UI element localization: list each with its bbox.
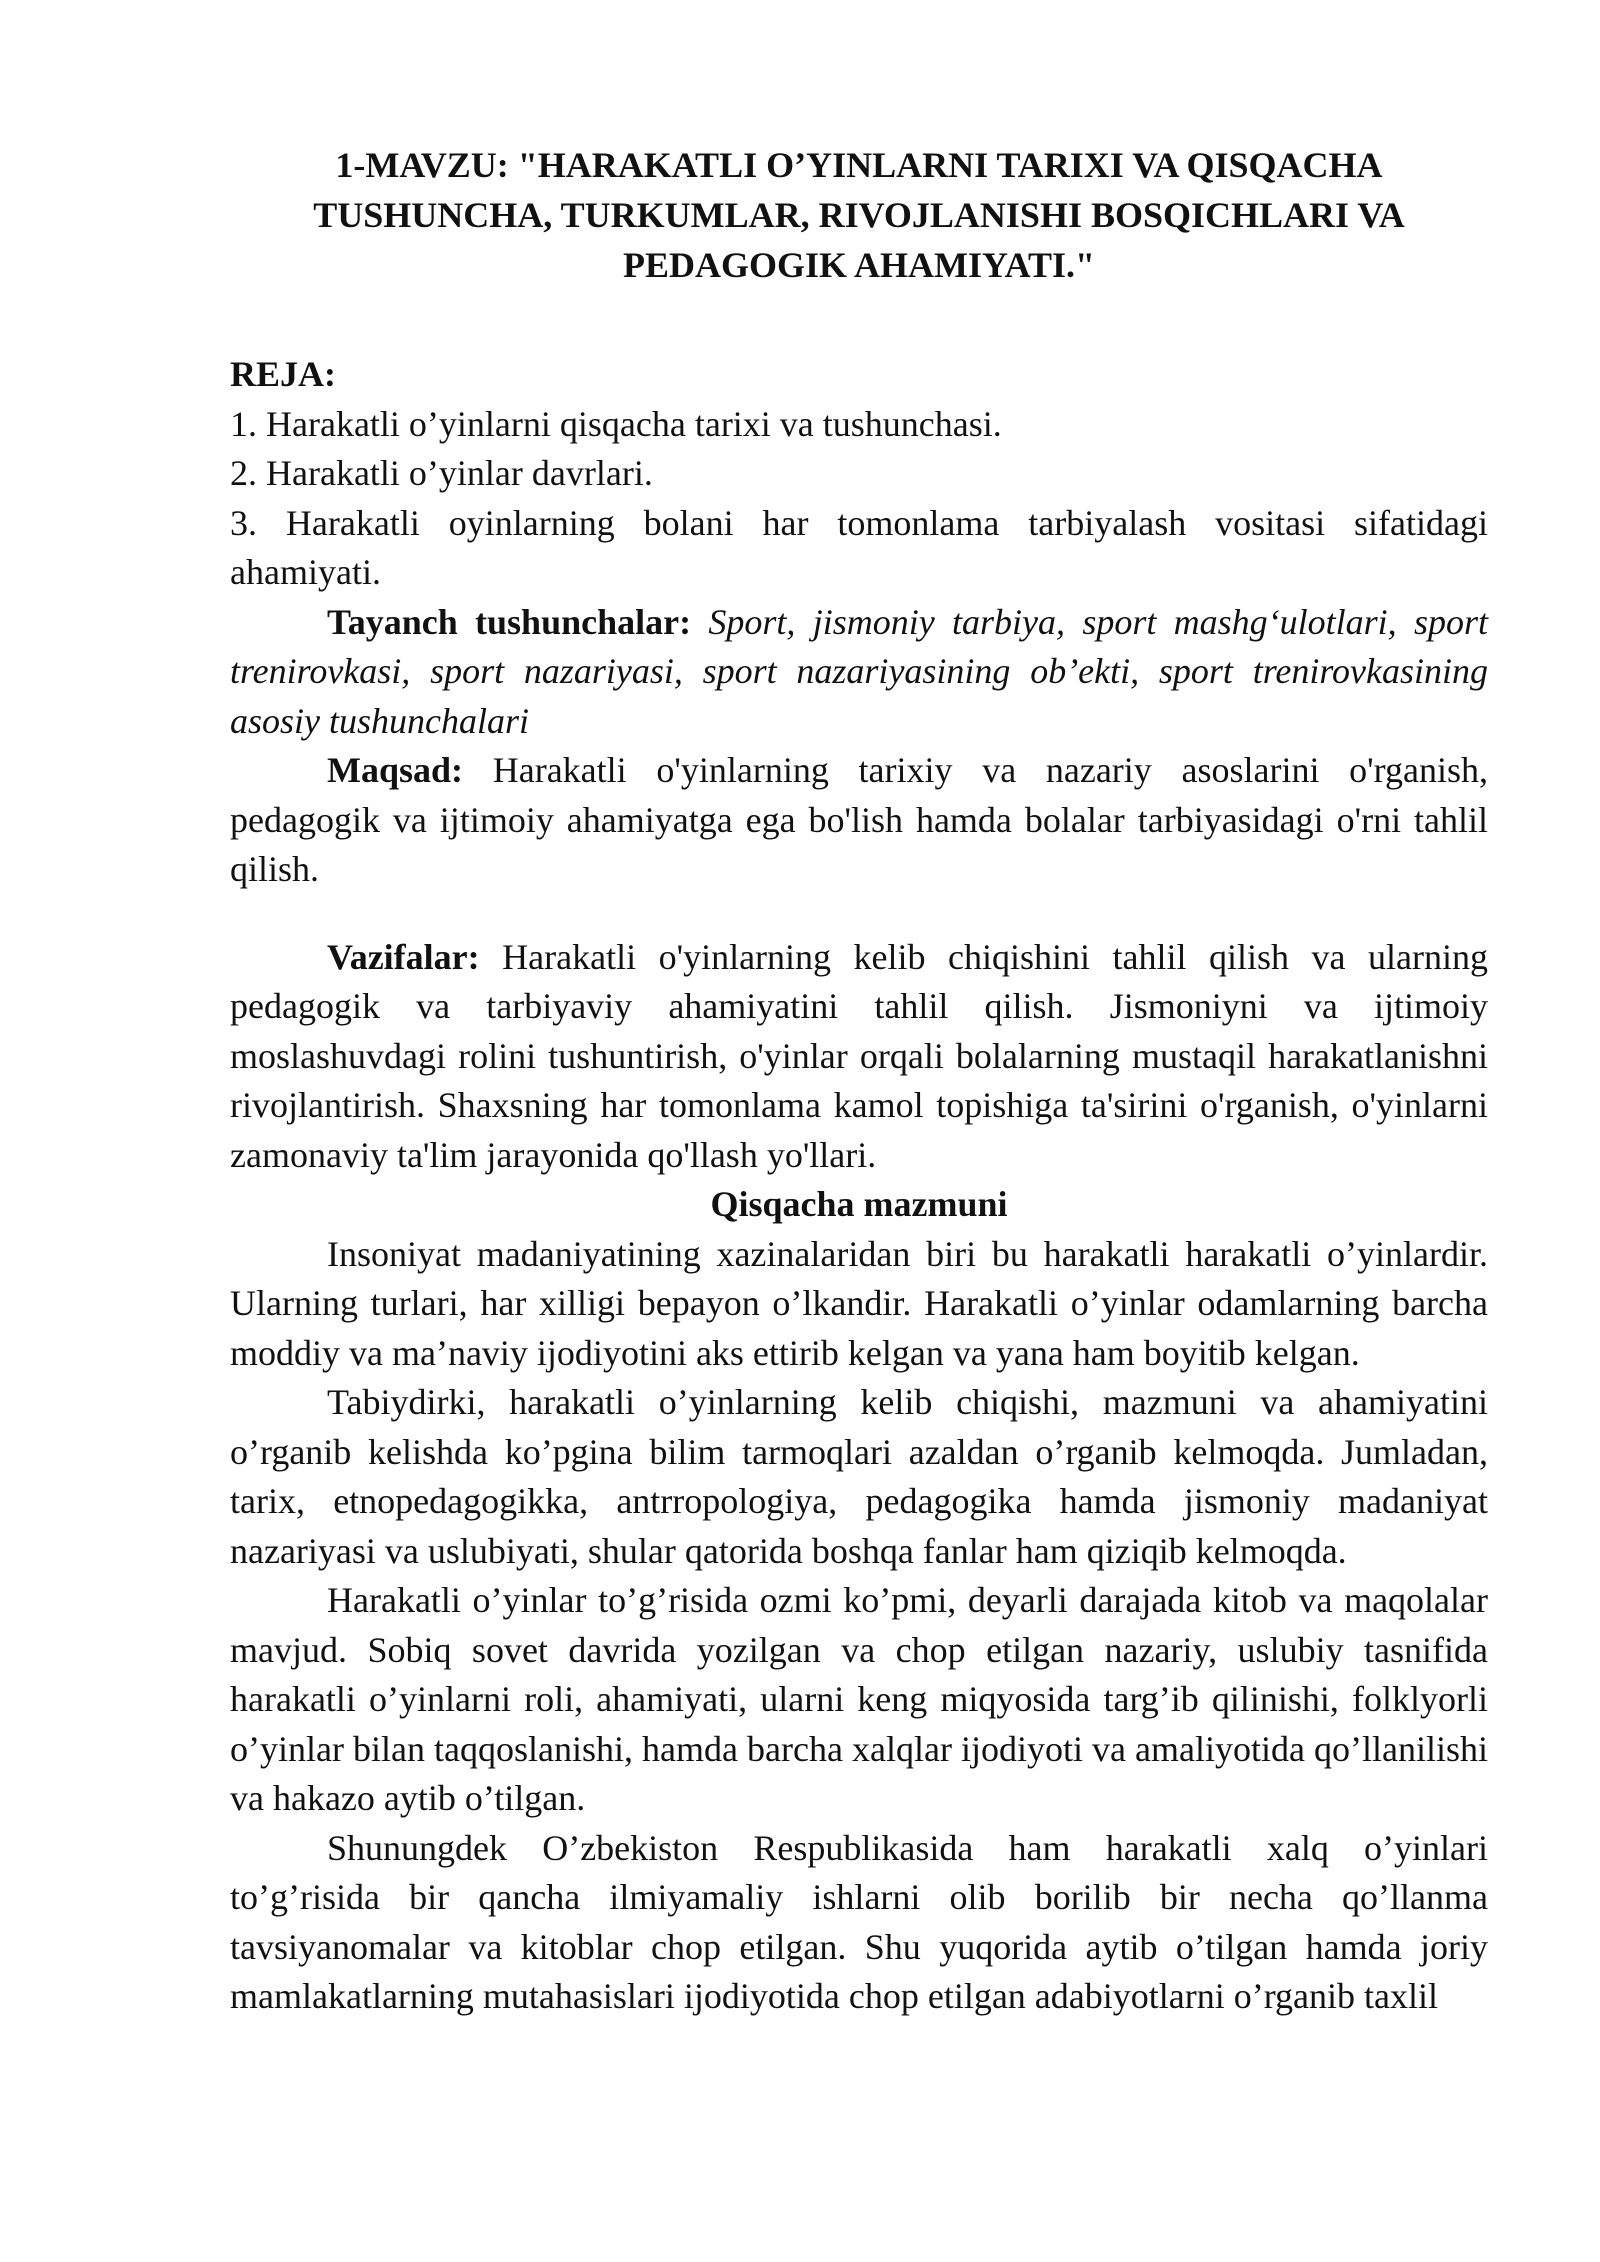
tasks-label: Vazifalar: (327, 936, 480, 977)
summary-paragraph-3: Harakatli o’yinlar to’g’risida ozmi ko’pmi, deyarli darajada kitob va maqolalar mavjud. Sobiq sovet davrida yozilgan va chop etilgan nazariy, uslubiy tasnifida harakatli o’yinlarni roli, ahamiyati, ularni keng miqyosida targ’ib qilinishi, folklyorli o’yinlar bilan taqqoslanishi, hamda barcha xalqlar ijodiyoti va amaliyotida qo’llanilishi va hakazo aytib o’tilgan. (230, 1580, 1488, 1818)
summary-paragraph-4: Shunungdek O’zbekiston Respublikasida ham harakatli xalq o’yinlari to’g’risida bir qancha ilmiyamaliy ishlarni olib borilib bir necha qo’llanma tavsiyanomalar va kitoblar chop etilgan. Shu yuqorida aytib o’tilgan hamda joriy mamlakatlarning mutahasislari ijodiyotida chop etilgan adabiyotlarni o’rganib taxlil (230, 1827, 1488, 2016)
key-concepts-label: Tayanch tushunchalar: (327, 601, 692, 642)
plan-item-3: 3. Harakatli oyinlarning bolani har tomonlama tarbiyalash vositasi sifatidagi ahamiyati. (230, 502, 1488, 592)
plan-item-2: 2. Harakatli o’yinlar davrlari. (230, 453, 653, 493)
goal-label: Maqsad: (327, 750, 464, 790)
plan-item-1: 1. Harakatli o’yinlarni qisqacha tarixi va tushunchasi. (230, 403, 1002, 444)
summary-paragraph-2: Tabiydirki, harakatli o’yinlarning kelib chiqishi, mazmuni va ahamiyatini o’rganib kelishda ko’pgina bilim tarmoqlari azaldan o’rganib kelmoqda. Jumladan, tarix, etnopedagogikka, antrropologiya, pedagogika hamda jismoniy madaniyat nazariyasi va uslubiyati, shular qatorida boshqa fanlar ham qiziqib kelmoqda. (230, 1382, 1488, 1571)
tasks-paragraph (230, 933, 1488, 1181)
summary-heading: Qisqacha mazmuni (710, 1184, 1008, 1224)
goal-text: Harakatli o'yinlarning tarixiy va nazariy asoslarini o'rganish, pedagogik va ijtimoiy ahamiyatga ega bo'lish hamda bolalar tarbiyasidagi o'rni tahlil qilish. (230, 750, 1488, 889)
title-line-3: PEDAGOGIK AHAMIYATI." (622, 245, 1096, 285)
title-line-1: 1-MAVZU: "HARAKATLI O’YINLARNI TARIXI VA QISQACHA (335, 145, 1383, 185)
plan-heading: REJA: (230, 354, 336, 394)
goal-paragraph (230, 746, 1488, 895)
document-title (230, 140, 1488, 290)
title-line-2: TUSHUNCHA, TURKUMLAR, RIVOJLANISHI BOSQICHLARI VA (313, 195, 1405, 235)
spacer (230, 895, 1488, 933)
key-concepts-paragraph (230, 598, 1488, 747)
key-concepts-text: Sport, jismoniy tarbiya, sport mashg‘ulotlari, sport trenirovkasi, sport nazariyasi, sport nazariyasining ob’ekti, sport trenirovkasining asosiy tushunchalari (230, 601, 1488, 741)
tasks-text: Harakatli o'yinlarning kelib chiqishini tahlil qilish va ularning pedagogik va tarbiyaviy ahamiyatini tahlil qilish. Jismoniyni va ijtimoiy moslashuvdagi rolini tushuntirish, o'yinlar orqali bolalarning mustaqil harakatlanishni rivojlantirish. Shaxsning har tomonlama kamol topishiga ta'sirini o'rganish, o'yinlarni zamonaviy ta'lim jarayonida qo'llash yo'llari. (230, 936, 1488, 1175)
document-page (230, 140, 1488, 2022)
summary-paragraph-1: Insoniyat madaniyatining xazinalaridan biri bu harakatli harakatli o’yinlardir. Ularning turlari, har xilligi bepayon o’lkandir. Harakatli o’yinlar odamlarning barcha moddiy va ma’naviy ijodiyotini aks ettirib kelgan va yana ham boyitib kelgan. (230, 1233, 1488, 1373)
